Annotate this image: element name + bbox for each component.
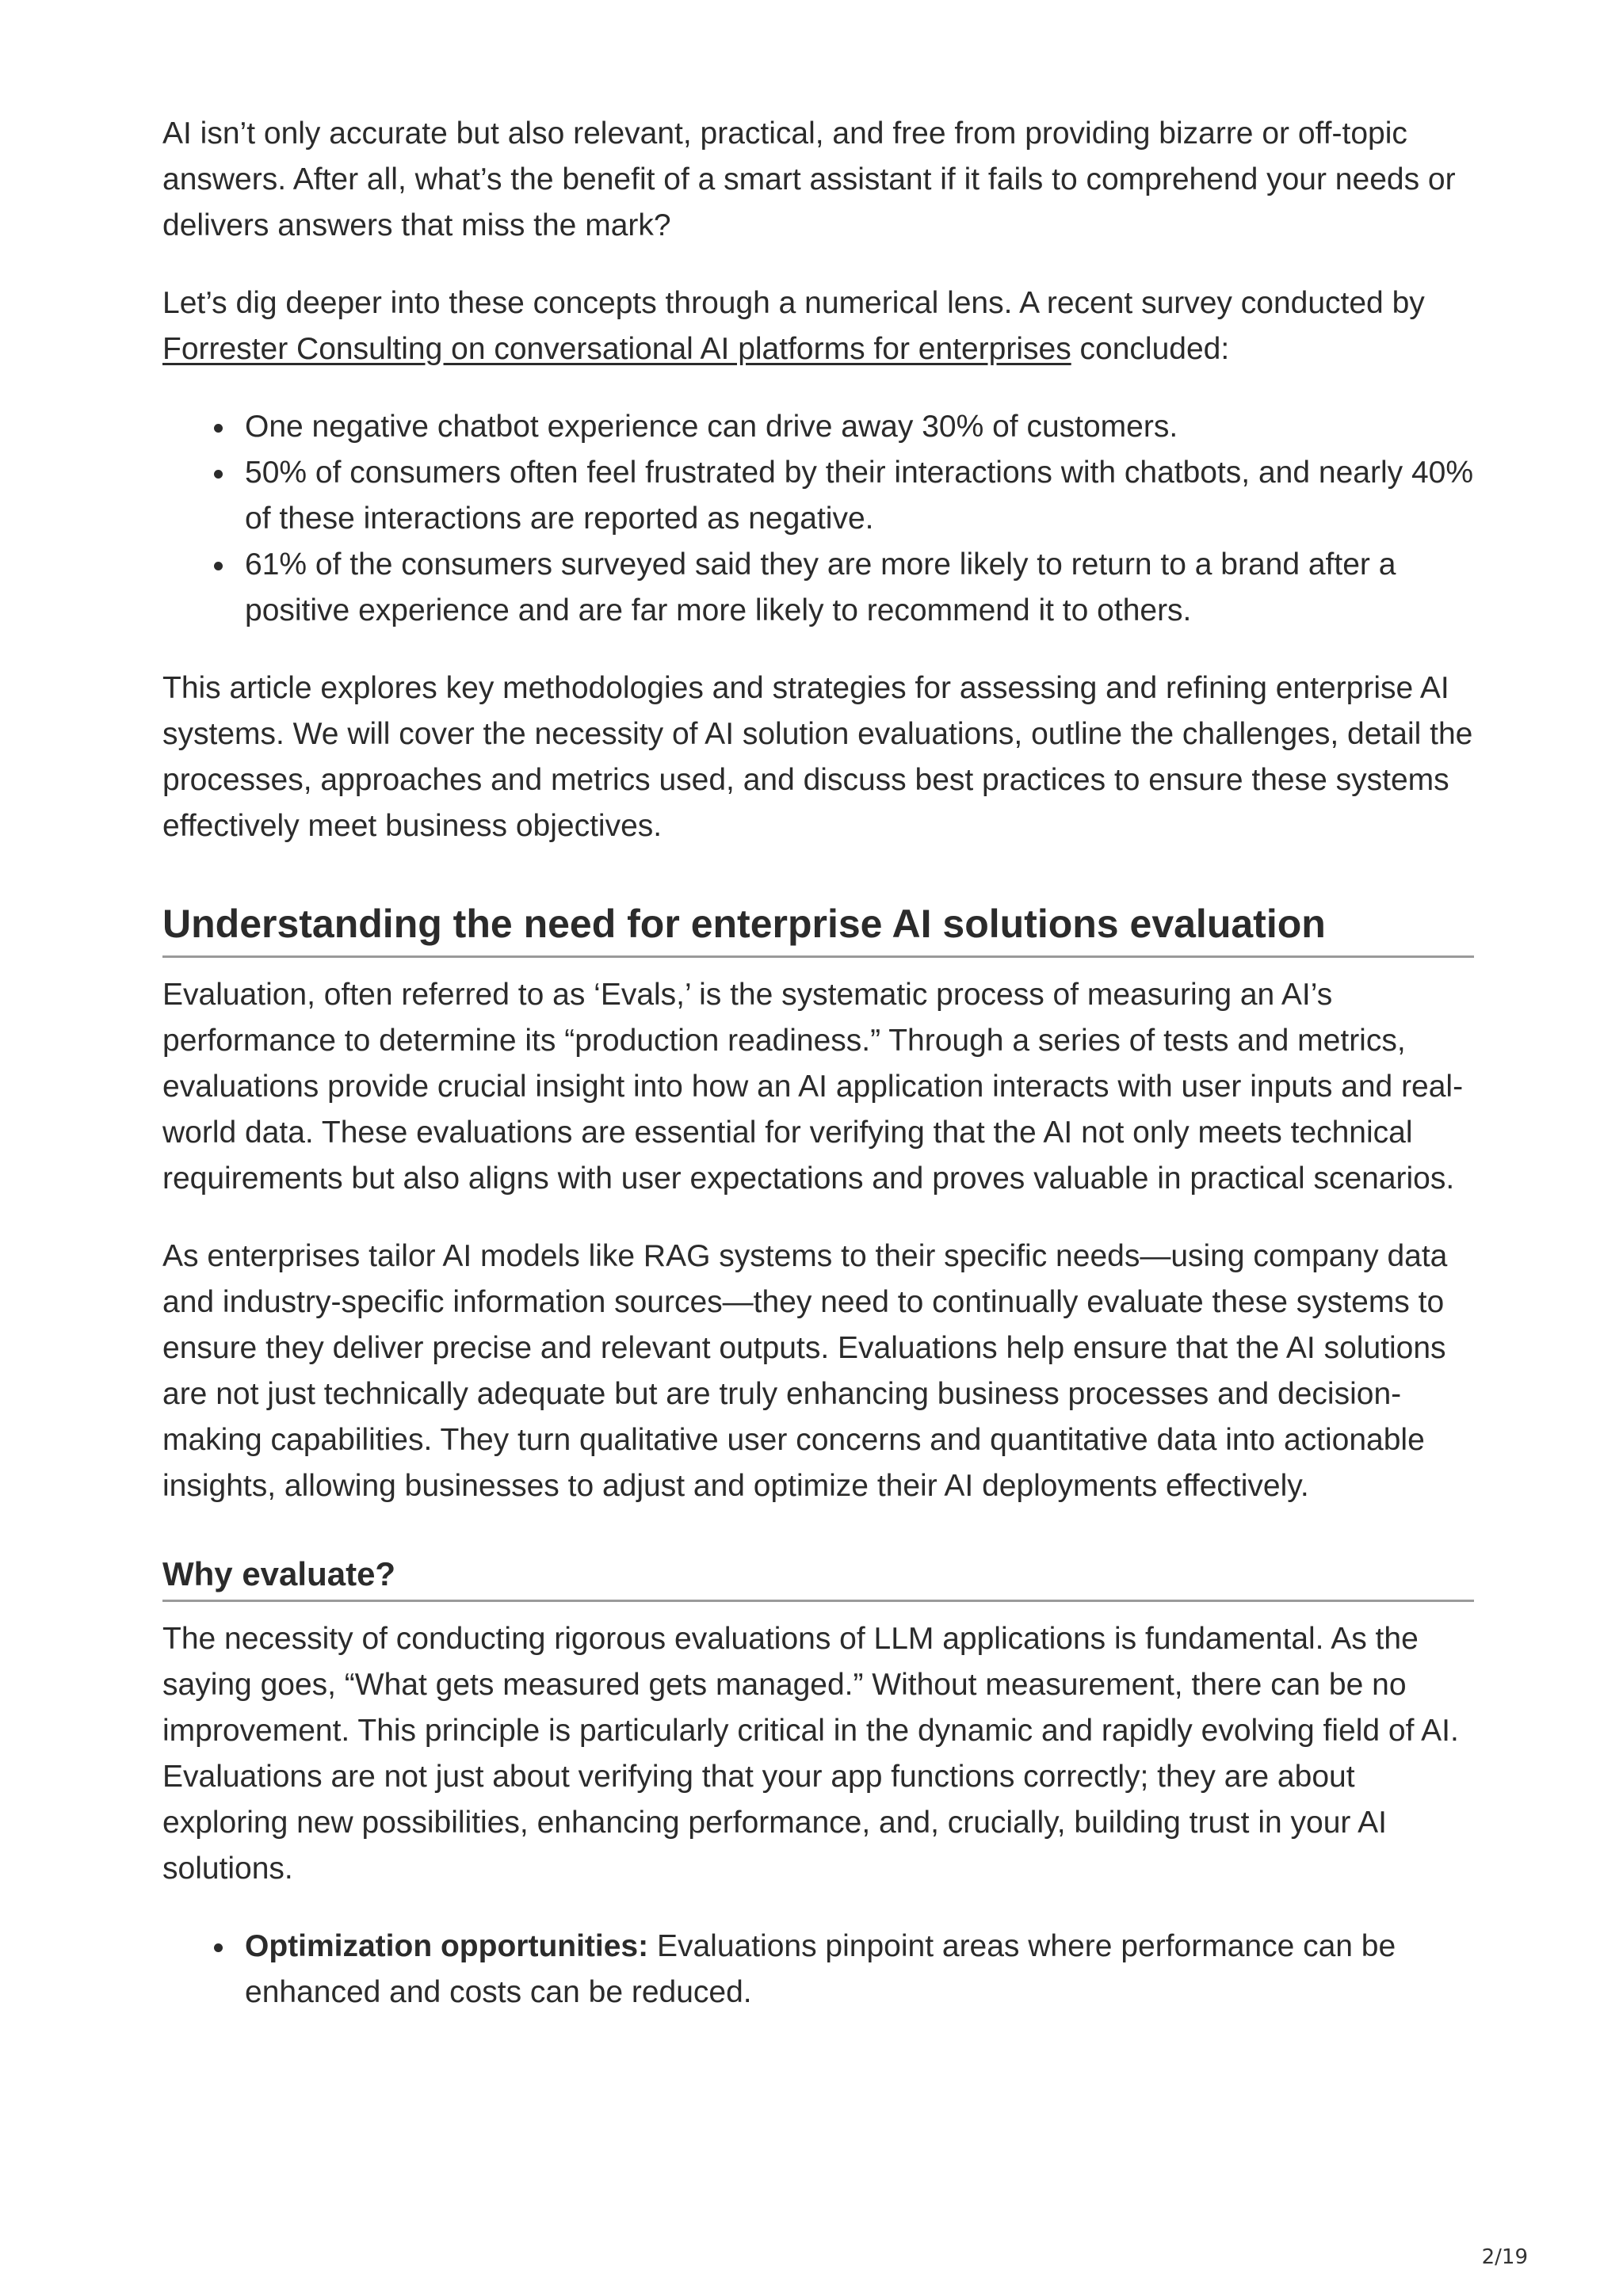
list-item: 50% of consumers often feel frustrated by their interactions with chatbots, and nearly 40% of these interactions are reported as negative. [245,450,1474,542]
section-heading-understanding: Understanding the need for enterprise AI solutions evaluation [162,898,1474,958]
bullet-lead: Optimization opportunities: [245,1929,649,1963]
survey-intro-text: Let’s dig deeper into these concepts through a numerical lens. A recent survey conducted by [162,286,1425,320]
survey-findings-list [162,404,1474,634]
evals-definition-paragraph: Evaluation, often referred to as ‘Evals,’ is the systematic process of measuring an AI’s performance to determine its “production readiness.” Through a series of tests and metrics, evaluations provide crucial insight into how an AI application interacts with user inputs and real-world data. These evaluations are essential for verifying that the AI not only meets technical requirements but also aligns with user expectations and proves valuable in practical scenarios. [162,978,1464,1196]
enterprise-tailoring-paragraph: As enterprises tailor AI models like RAG systems to their specific needs—using company data and industry-specific information sources—they need to continually evaluate these systems to ensure they deliver precise and relevant outputs. Evaluations help ensure that the AI solutions are not just technically adequate but are truly enhancing business processes and decision-making capabilities. They turn qualitative user concerns and quantitative data into actionable insights, allowing businesses to adjust and optimize their AI deployments effectively. [162,1239,1448,1503]
page-number: 2/19 [1481,2245,1528,2269]
bullet-text: Evaluations pinpoint areas where performance can be enhanced and costs can be reduced. [245,1929,1396,2009]
list-item: 61% of the consumers surveyed said they are more likely to return to a brand after a positive experience and are far more likely to recommend it to others. [245,542,1474,634]
intro-paragraph: AI isn’t only accurate but also relevant, practical, and free from providing bizarre or off-topic answers. After all, what’s the benefit of a smart assistant if it fails to comprehend your needs or delivers answers that miss the mark? [162,116,1456,242]
document-page [162,111,1474,2016]
survey-intro-suffix: concluded: [1071,332,1230,366]
forrester-report-link[interactable]: Forrester Consulting on conversational AI platforms for enterprises [162,332,1071,366]
why-evaluate-paragraph: The necessity of conducting rigorous evaluations of LLM applications is fundamental. As the saying goes, “What gets measured gets managed.” Without measurement, there can be no improvement. This principle is particularly critical in the dynamic and rapidly evolving field of AI. Evaluations are not just about verifying that your app functions correctly; they are about exploring new possibilities, enhancing performance, and, crucially, building trust in your AI solutions. [162,1622,1459,1886]
survey-intro-paragraph [162,280,1474,372]
evaluation-benefits-list [162,1924,1474,2016]
list-item [245,1924,1474,2016]
article-overview-paragraph: This article explores key methodologies and strategies for assessing and refining enterprise AI systems. We will cover the necessity of AI solution evaluations, outline the challenges, detail the processes, approaches and metrics used, and discuss best practices to ensure these systems effectively meet business objectives. [162,671,1473,843]
section-heading-why-evaluate: Why evaluate? [162,1552,1474,1602]
list-item: One negative chatbot experience can drive away 30% of customers. [245,404,1474,450]
